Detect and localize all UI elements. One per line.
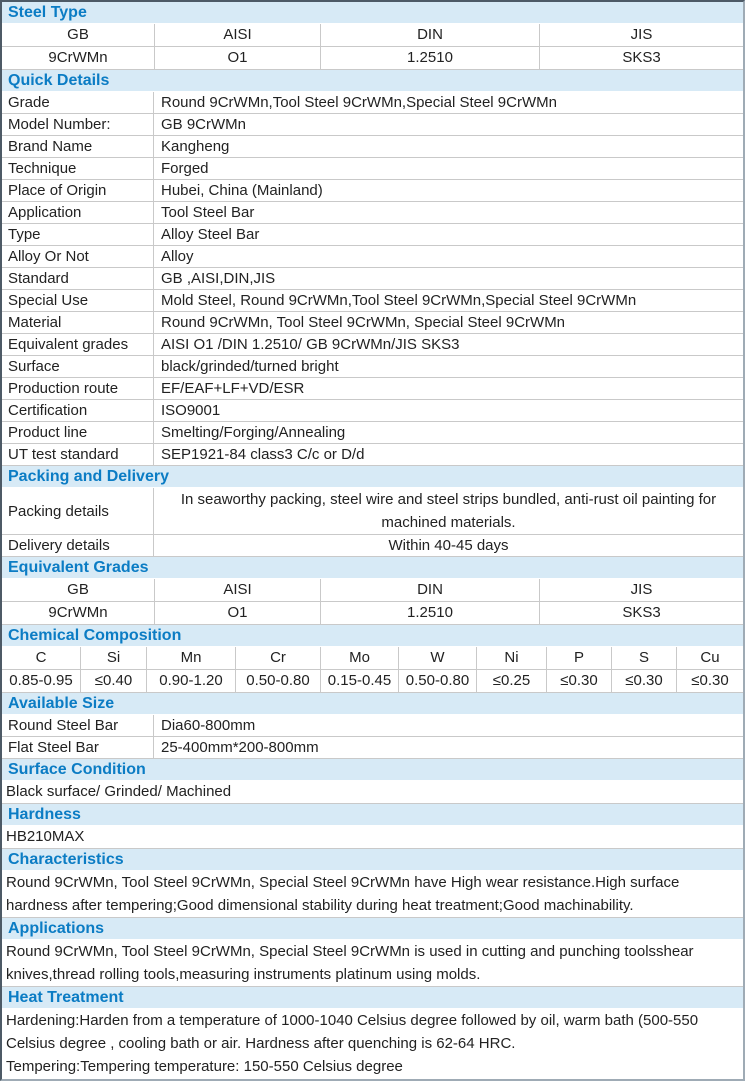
row-label: Material: [2, 312, 154, 333]
table-row-ut-test-standard: [2, 444, 743, 466]
table-row-place-of-origin: [2, 180, 743, 202]
row-label: Product line: [2, 422, 154, 443]
table-row-delivery-details: [2, 535, 743, 557]
heat-treatment-tempering-line: Tempering:Tempering temperature: 150-550 Celsius degree: [6, 1058, 403, 1075]
row-value: Round 9CrWMn,Tool Steel 9CrWMn,Special Steel 9CrWMn: [161, 94, 557, 111]
row-value: SEP1921-84 class3 C/c or D/d: [161, 446, 365, 463]
table-row-surface: [2, 356, 743, 378]
table-row-production-route: [2, 378, 743, 400]
heat-treatment-hardening-line: Hardening:Harden from a temperature of 1000-1040 Celsius degree followed by oil, warm bath (500-550 Celsius degree , cooling bath or air. Hardness after quenching is 62-64 HRC.: [6, 1012, 699, 1052]
chem-value-mn: 0.90-1.20: [147, 670, 236, 692]
row-value: Within 40-45 days: [388, 537, 509, 554]
row-value: 25-400mm*200-800mm: [161, 739, 319, 756]
chem-value-si: ≤0.40: [81, 670, 147, 692]
steel-type-columns-row: [2, 24, 743, 47]
row-label: Brand Name: [2, 136, 154, 157]
row-value: Mold Steel, Round 9CrWMn,Tool Steel 9CrWMn,Special Steel 9CrWMn: [161, 292, 637, 309]
table-row-application: [2, 202, 743, 224]
row-label: Application: [2, 202, 154, 223]
steel-type-col-din: DIN: [321, 24, 540, 46]
table-row-round-steel-bar: [2, 715, 743, 737]
heat-treatment-text: [2, 1009, 743, 1078]
section-header-surface-condition: Surface Condition: [2, 759, 743, 781]
chem-col-si: Si: [81, 647, 147, 669]
chem-value-c: 0.85-0.95: [2, 670, 81, 692]
table-row-grade: [2, 92, 743, 114]
row-label: Alloy Or Not: [2, 246, 154, 267]
chem-value-ni: ≤0.25: [477, 670, 547, 692]
table-row-equivalent-grades: [2, 334, 743, 356]
equivalent-grades-col-gb: GB: [2, 579, 155, 601]
row-label: Model Number:: [2, 114, 154, 135]
chem-col-p: P: [547, 647, 612, 669]
table-row-standard: [2, 268, 743, 290]
row-label: Packing details: [2, 488, 154, 534]
table-row-type: [2, 224, 743, 246]
chem-col-cu: Cu: [700, 649, 720, 666]
section-header-chemical-composition: Chemical Composition: [2, 625, 743, 647]
equivalent-grades-col-jis: JIS: [630, 581, 653, 598]
chem-col-cr: Cr: [236, 647, 321, 669]
row-label: Grade: [2, 92, 154, 113]
table-row-brand-name: [2, 136, 743, 158]
row-label: Standard: [2, 268, 154, 289]
equivalent-grades-value-din: 1.2510: [321, 602, 540, 624]
chem-col-c: C: [2, 647, 81, 669]
section-header-quick-details: Quick Details: [2, 70, 743, 92]
equivalent-grades-col-din: DIN: [321, 579, 540, 601]
row-value: Kangheng: [161, 138, 230, 155]
chem-value-s: ≤0.30: [612, 670, 677, 692]
row-value: ISO9001: [161, 402, 221, 419]
steel-type-col-aisi: AISI: [155, 24, 321, 46]
chem-value-w: 0.50-0.80: [399, 670, 477, 692]
row-value: Smelting/Forging/Annealing: [161, 424, 346, 441]
row-value: GB 9CrWMn: [161, 116, 247, 133]
section-header-equivalent-grades: Equivalent Grades: [2, 557, 743, 579]
chem-value-cu: ≤0.30: [691, 672, 729, 689]
hardness-text: HB210MAX: [2, 826, 743, 849]
chem-value-cr: 0.50-0.80: [236, 670, 321, 692]
chemical-composition-columns-row: [2, 647, 743, 670]
chem-col-mo: Mo: [321, 647, 399, 669]
steel-type-value-jis: SKS3: [622, 49, 661, 66]
section-header-applications: Applications: [2, 918, 743, 940]
applications-text: Round 9CrWMn, Tool Steel 9CrWMn, Special Steel 9CrWMn is used in cutting and punching toolsshear knives,thread rolling tools,measuring instruments platinum using molds.: [2, 940, 743, 987]
steel-type-value-aisi: O1: [155, 47, 321, 69]
characteristics-text: Round 9CrWMn, Tool Steel 9CrWMn, Special Steel 9CrWMn have High wear resistance.High surface hardness after tempering;Good dimensional stability during heat treatment;Good machinability.: [2, 871, 743, 918]
row-label: Production route: [2, 378, 154, 399]
row-label: Surface: [2, 356, 154, 377]
steel-type-value-din: 1.2510: [321, 47, 540, 69]
section-header-characteristics: Characteristics: [2, 849, 743, 871]
steel-type-value-gb: 9CrWMn: [2, 47, 155, 69]
row-label: Technique: [2, 158, 154, 179]
equivalent-grades-col-aisi: AISI: [155, 579, 321, 601]
section-header-packing-and-delivery: Packing and Delivery: [2, 466, 743, 488]
row-value: Tool Steel Bar: [161, 204, 255, 221]
row-label: Delivery details: [2, 535, 154, 556]
equivalent-grades-value-aisi: O1: [155, 602, 321, 624]
table-row-material: [2, 312, 743, 334]
row-value: Dia60-800mm: [161, 717, 256, 734]
row-label: Equivalent grades: [2, 334, 154, 355]
chem-col-ni: Ni: [477, 647, 547, 669]
chem-value-p: ≤0.30: [547, 670, 612, 692]
row-label: Certification: [2, 400, 154, 421]
row-value: GB ,AISI,DIN,JIS: [161, 270, 276, 287]
equivalent-grades-columns-row: [2, 579, 743, 602]
table-row-product-line: [2, 422, 743, 444]
equivalent-grades-values-row: [2, 602, 743, 625]
chem-col-mn: Mn: [147, 647, 236, 669]
row-value: Alloy Steel Bar: [161, 226, 260, 243]
section-header-heat-treatment: Heat Treatment: [2, 987, 743, 1009]
row-value: AISI O1 /DIN 1.2510/ GB 9CrWMn/JIS SKS3: [161, 336, 460, 353]
row-label: Type: [2, 224, 154, 245]
section-header-hardness: Hardness: [2, 804, 743, 826]
row-label: Special Use: [2, 290, 154, 311]
table-row-certification: [2, 400, 743, 422]
row-value: Alloy: [161, 248, 194, 265]
chem-col-s: S: [612, 647, 677, 669]
section-header-steel-type: Steel Type: [2, 2, 743, 24]
table-row-alloy-or-not: [2, 246, 743, 268]
row-value: black/grinded/turned bright: [161, 358, 339, 375]
row-label: Flat Steel Bar: [2, 737, 154, 758]
surface-condition-text: Black surface/ Grinded/ Machined: [2, 781, 743, 804]
steel-type-col-gb: GB: [2, 24, 155, 46]
table-row-packing-details: [2, 488, 743, 535]
table-row-technique: [2, 158, 743, 180]
equivalent-grades-value-jis: SKS3: [622, 604, 661, 621]
row-value: Round 9CrWMn, Tool Steel 9CrWMn, Special Steel 9CrWMn: [161, 314, 566, 331]
chemical-composition-values-row: [2, 670, 743, 693]
row-label: Round Steel Bar: [2, 715, 154, 736]
chem-col-w: W: [399, 647, 477, 669]
steel-type-values-row: [2, 47, 743, 70]
table-row-special-use: [2, 290, 743, 312]
steel-type-col-jis: JIS: [630, 26, 653, 43]
row-value: Forged: [161, 160, 209, 177]
table-row-flat-steel-bar: [2, 737, 743, 759]
row-value: Hubei, China (Mainland): [161, 182, 323, 199]
row-label: UT test standard: [2, 444, 154, 465]
row-label: Place of Origin: [2, 180, 154, 201]
equivalent-grades-value-gb: 9CrWMn: [2, 602, 155, 624]
section-header-available-size: Available Size: [2, 693, 743, 715]
row-value: In seaworthy packing, steel wire and steel strips bundled, anti-rust oil painting for machined materials.: [180, 491, 717, 531]
chem-value-mo: 0.15-0.45: [321, 670, 399, 692]
table-row-model-number: [2, 114, 743, 136]
row-value: EF/EAF+LF+VD/ESR: [161, 380, 305, 397]
